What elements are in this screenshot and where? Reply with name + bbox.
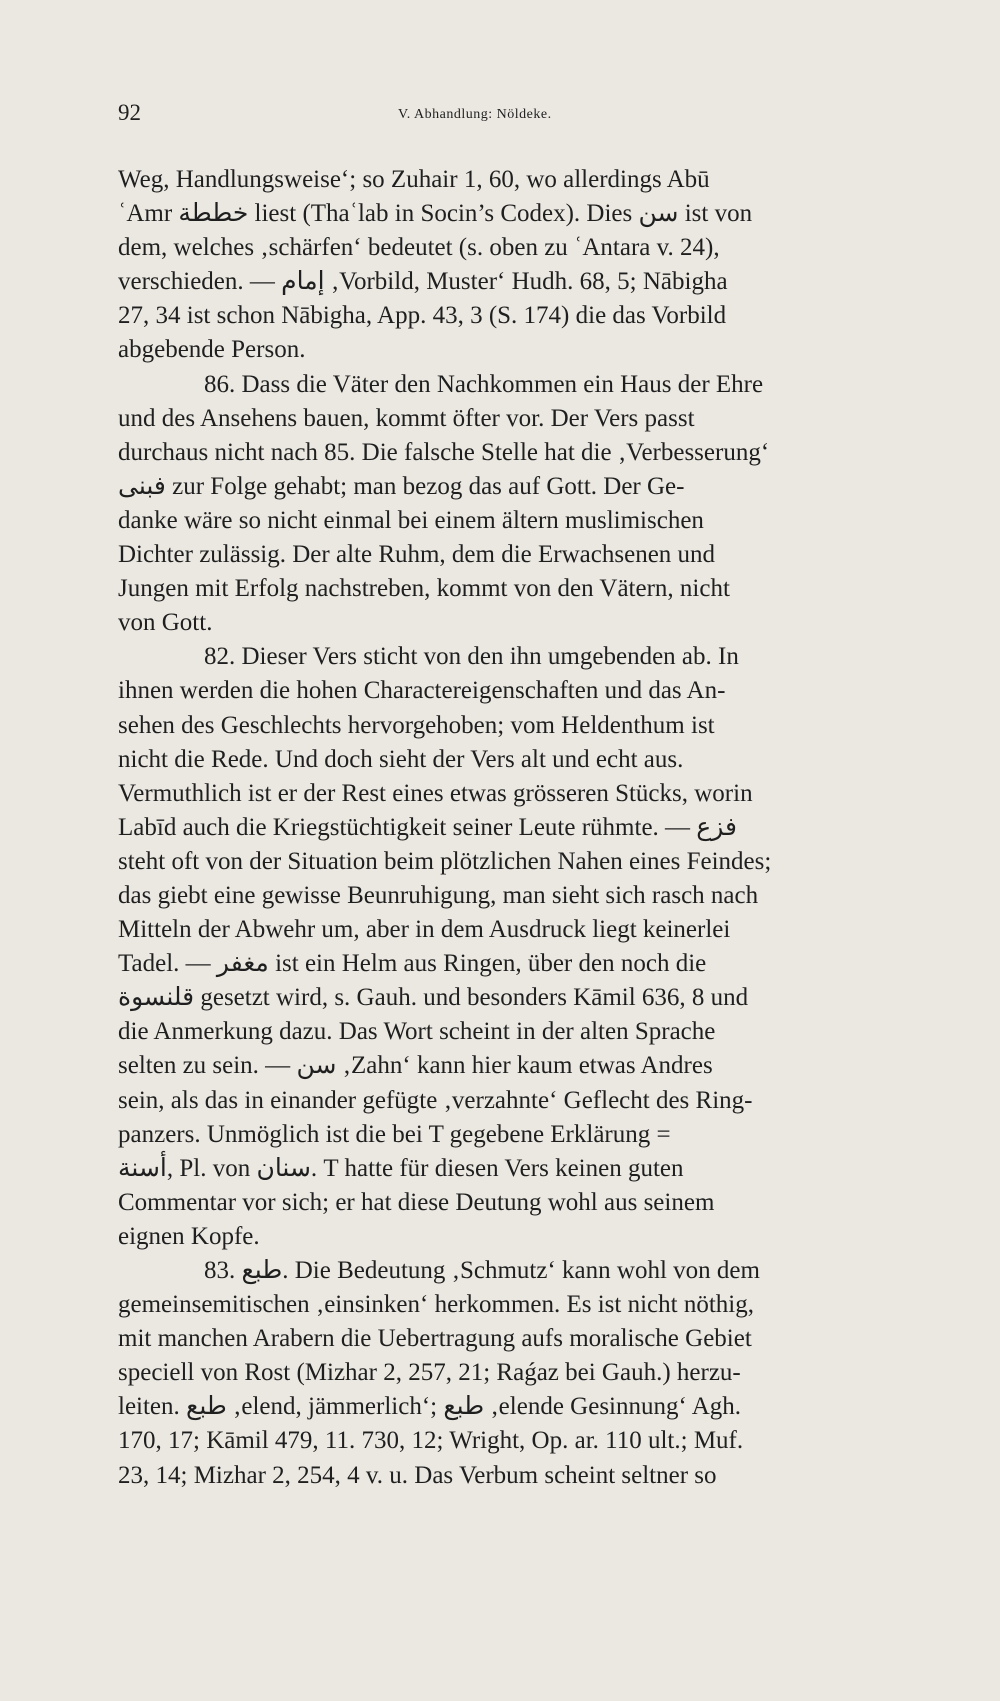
text-line: Commentar vor sich; er hat diese Deutung wohl aus seinem	[118, 1188, 715, 1216]
text-line: die Anmerkung dazu. Das Wort scheint in der alten Sprache	[118, 1018, 716, 1046]
text-line: durchaus nicht nach 85. Die falsche Stelle hat die ‚Verbesserung‘	[118, 438, 770, 466]
text-line: von Gott.	[118, 609, 213, 637]
paragraph-continuation	[118, 163, 914, 368]
text-line: 83. طبع. Die Bedeutung ‚Schmutz‘ kann wohl von dem	[204, 1257, 760, 1284]
text-line: 170, 17; Kāmil 479, 11. 730, 12; Wright, Op. ar. 110 ult.; Muf.	[118, 1427, 744, 1455]
text-line: verschieden. — إمام ‚Vorbild, Muster‘ Hudh. 68, 5; Nābigha	[118, 268, 728, 296]
paragraph-82	[118, 640, 914, 1254]
text-line: gemeinsemitischen ‚einsinken‘ herkommen. Es ist nicht nöthig,	[118, 1291, 754, 1319]
text-line: ʿAmr خططة liest (Thaʿlab in Socin’s Codex). Dies سن ist von	[118, 200, 753, 228]
text-line: 23, 14; Mizhar 2, 254, 4 v. u. Das Verbum scheint seltner so	[118, 1461, 717, 1489]
text-line: ihnen werden die hohen Charactereigenschaften und das An-	[118, 677, 726, 705]
text-line: speciell von Rost (Mizhar 2, 257, 21; Raǵaz bei Gauh.) herzu-	[118, 1359, 741, 1387]
text-line: Jungen mit Erfolg nachstreben, kommt von den Vätern, nicht	[118, 575, 730, 603]
text-line: nicht die Rede. Und doch sieht der Vers alt und echt aus.	[118, 745, 684, 773]
text-line: Labīd auch die Kriegstüchtigkeit seiner Leute rühmte. — فزع	[118, 813, 737, 841]
text-line: selten zu sein. — سن ‚Zahn‘ kann hier kaum etwas Andres	[118, 1052, 713, 1080]
page-number: 92	[118, 100, 141, 125]
text-line: leiten. طبع ‚elend, jämmerlich‘; طبع ‚elende Gesinnung‘ Agh.	[118, 1393, 741, 1421]
text-line: das giebt eine gewisse Beunruhigung, man sieht sich rasch nach	[118, 881, 759, 909]
text-line: sein, als das in einander gefügte ‚verzahnte‘ Geflecht des Ring-	[118, 1086, 753, 1114]
text-line: أسنة, Pl. von سنان. T hatte für diesen Vers keinen guten	[118, 1154, 684, 1182]
text-line: فبنى zur Folge gehabt; man bezog das auf Gott. Der Ge-	[118, 472, 685, 500]
text-line: Vermuthlich ist er der Rest eines etwas grösseren Stücks, worin	[118, 779, 753, 807]
text-line: 86. Dass die Väter den Nachkommen ein Haus der Ehre	[204, 370, 764, 398]
text-line: eignen Kopfe.	[118, 1222, 260, 1250]
text-line: 82. Dieser Vers sticht von den ihn umgebenden ab. In	[204, 643, 739, 671]
text-line: panzers. Unmöglich ist die bei T gegebene Erklärung =	[118, 1120, 671, 1148]
text-line: sehen des Geschlechts hervorgehoben; vom Heldenthum ist	[118, 711, 715, 739]
text-line: mit manchen Arabern die Uebertragung aufs moralische Gebiet	[118, 1325, 752, 1353]
text-line: abgebende Person.	[118, 336, 306, 364]
text-line: Dichter zulässig. Der alte Ruhm, dem die Erwachsenen und	[118, 541, 716, 569]
text-line: dem, welches ‚schärfen‘ bedeutet (s. oben zu ʿAntara v. 24),	[118, 234, 720, 262]
text-line: قلنسوة gesetzt wird, s. Gauh. und besonders Kāmil 636, 8 und	[118, 984, 749, 1012]
text-line: Tadel. — مغفر ist ein Helm aus Ringen, über den noch die	[118, 950, 707, 978]
text-line: Weg, Handlungsweise‘; so Zuhair 1, 60, wo allerdings Abū	[118, 166, 710, 193]
paragraph-86	[118, 368, 914, 641]
page-header	[118, 100, 910, 134]
text-line: und des Ansehens bauen, kommt öfter vor. Der Vers passt	[118, 404, 695, 432]
page-body	[118, 163, 914, 1493]
text-line: Mitteln der Abwehr um, aber in dem Ausdruck liegt keinerlei	[118, 916, 731, 944]
text-line: steht oft von der Situation beim plötzlichen Nahen eines Feindes;	[118, 847, 772, 875]
paragraph-83	[118, 1254, 914, 1493]
text-line: 27, 34 ist schon Nābigha, App. 43, 3 (S. 174) die das Vorbild	[118, 302, 727, 330]
running-head: V. Abhandlung: Nöldeke.	[398, 107, 552, 122]
text-line: danke wäre so nicht einmal bei einem ältern muslimischen	[118, 506, 704, 534]
